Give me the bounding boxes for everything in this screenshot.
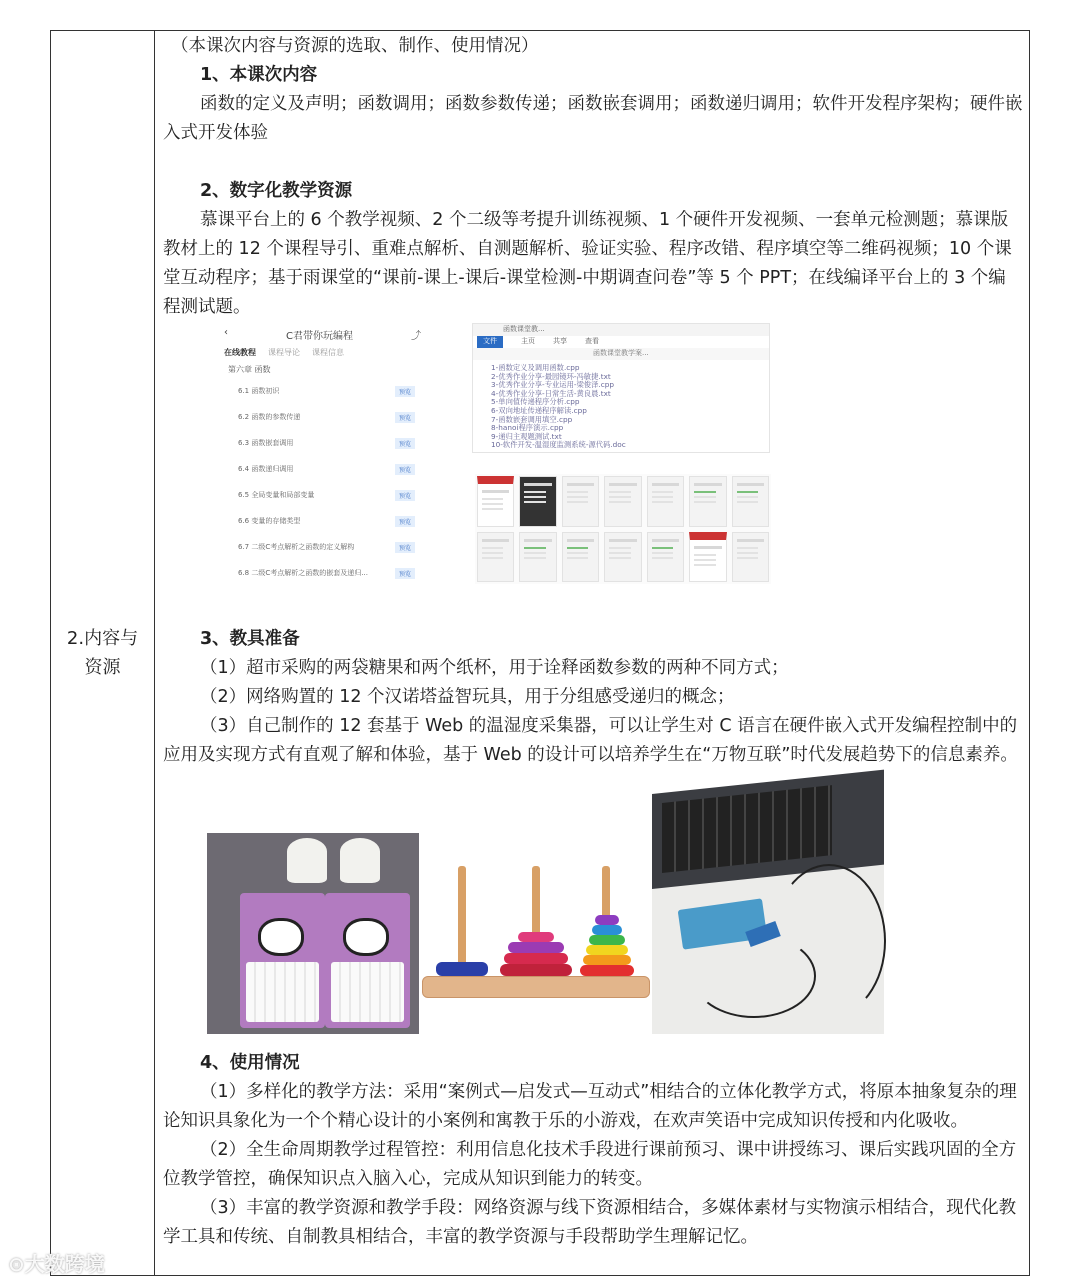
- slide-thumbnail: [519, 476, 556, 527]
- file-explorer-screenshot: [472, 323, 770, 453]
- slide-thumbnail: [562, 476, 599, 527]
- slide-thumbnail: [689, 476, 726, 527]
- watermark: ⊙大数跨境: [8, 1252, 105, 1276]
- chapter-title: 第六章 函数: [228, 365, 271, 374]
- file-item: 10-软件开发-温湿度监测系统-源代码.doc: [491, 440, 626, 450]
- lesson-item: 6.5 全局变量和局部变量 预览: [220, 482, 425, 508]
- back-icon: ‹: [224, 327, 228, 338]
- section-4-item: （2）全生命周期教学过程管控：利用信息化技术手段进行课前预习、课中讲授练习、课后实践巩固的全方位教学管控，确保知识点入脑入心，完成从知识到能力的转变。: [163, 1140, 1017, 1189]
- slide-thumbnail: [732, 476, 769, 527]
- slide-thumbnail: [519, 532, 556, 583]
- file-item: 6-双向地址传递程序解读.cpp: [491, 405, 587, 415]
- row-label: [51, 624, 154, 682]
- lesson-item: 6.3 函数嵌套调用 预览: [220, 430, 425, 456]
- ppt-thumbnails: [475, 474, 771, 584]
- file-item: 9-递归主观题测试.txt: [491, 431, 562, 441]
- row-label-line-1: 2.内容与: [66, 628, 139, 649]
- file-item: 1-函数定义及调用函数.cpp: [491, 363, 580, 372]
- row-label-line-2: 资源: [84, 657, 121, 678]
- mooc-app-screenshot: [220, 325, 425, 587]
- section-4: [163, 1049, 1023, 1252]
- share-icon: ⤴: [410, 331, 421, 342]
- section-3: [163, 625, 1023, 770]
- section-3-item: （2）网络购置的 12 个汉诺塔益智玩具，用于分组感受递归的概念；: [200, 687, 735, 707]
- content-cell: [163, 32, 1023, 322]
- section-3-item: （1）超市采购的两袋糖果和两个纸杯，用于诠释函数参数的两种不同方式；: [200, 658, 789, 678]
- slide-thumbnail: [562, 532, 599, 583]
- lesson-item: 6.2 函数的参数传递 预览: [220, 404, 425, 430]
- section-4-item: （1）多样化的教学方法：采用“案例式—启发式—互动式”相结合的立体化教学方式，将原本抽象复杂的理论知识具象化为一个个精心设计的小案例和寓教于乐的小游戏，在欢声笑语中完成知识传授和内化吸收。: [163, 1082, 1017, 1131]
- file-item: 2-优秀作业分享-最园镜环-冯敏捷.txt: [491, 371, 611, 381]
- temp-humidity-collector-photo: [652, 794, 884, 1034]
- slide-thumbnail: [477, 532, 514, 583]
- lesson-item: 6.8 二级C考点解析之函数的嵌套及递归... 预览: [220, 560, 425, 586]
- file-item: 8-hanoi程序演示.cpp: [491, 423, 564, 433]
- lesson-item: 6.7 二级C考点解析之函数的定义解构 预览: [220, 534, 425, 560]
- lesson-item: 6.4 函数递归调用 预览: [220, 456, 425, 482]
- slide-thumbnail: [604, 476, 641, 527]
- slide-thumbnail: [477, 476, 514, 527]
- file-item: 5-单向值传递程序分析.cpp: [491, 397, 580, 407]
- section-2-body: 慕课平台上的 6 个教学视频、2 个二级等考提升训练视频、1 个硬件开发视频、一套单元检测题；慕课版教材上的 12 个课程导引、重难点解析、自测题解析、验证实验、程序改错、程序填空等二维码视频；10 个课堂互动程序；基于雨课堂的“课前-课上-课后-课堂检测-中期调查问卷”等 5 个 PPT；在线编译平台上的 3 个编程测试题。: [163, 210, 1012, 317]
- tab-online: 在线教程: [224, 348, 256, 357]
- column-divider: [154, 31, 155, 1275]
- file-item: 7-函数嵌套调用填空.cpp: [491, 414, 573, 424]
- intro-text: （本课次内容与资源的选取、制作、使用情况）: [171, 36, 539, 56]
- section-4-title: 4、使用情况: [200, 1053, 300, 1073]
- file-item: 4-优秀作业分享-日常生活-黄良晨.txt: [491, 388, 611, 398]
- section-1-title: 1、本课次内容: [200, 65, 318, 85]
- file-item: 3-优秀作业分享-专业运用-梁俊泽.cpp: [491, 380, 614, 390]
- slide-thumbnail: [732, 532, 769, 583]
- hanoi-tower-photo: [422, 858, 650, 998]
- section-3-item: （3）自己制作的 12 套基于 Web 的温湿度采集器，可以让学生对 C 语言在硬件嵌入式开发编程控制中的应用及实现方式有直观了解和体验，基于 Web 的设计可以培养学生在“万物互联”时代发展趋势下的信息素养。: [163, 716, 1018, 765]
- slide-thumbnail: [689, 532, 726, 583]
- section-2-title: 2、数字化教学资源: [200, 181, 353, 201]
- lesson-item: 6.6 变量的存储类型 预览: [220, 508, 425, 534]
- lesson-item: 6.1 函数初识 预览: [220, 378, 425, 404]
- section-3-title: 3、教具准备: [200, 629, 300, 649]
- explorer-title: 函数课堂教...: [473, 324, 769, 336]
- slide-thumbnail: [647, 532, 684, 583]
- tab-info: 课程信息: [312, 348, 344, 357]
- candy-cups-photo: [207, 833, 419, 1034]
- file-list: [473, 360, 769, 450]
- explorer-path: 函数课堂教学案...: [473, 348, 769, 360]
- app-title: C君带你玩编程: [286, 331, 353, 342]
- section-1-body: 函数的定义及声明；函数调用；函数参数传递；函数嵌套调用；函数递归调用；软件开发程序架构；硬件嵌入式开发体验: [163, 94, 1023, 143]
- tab-intro: 课程导论: [268, 348, 300, 357]
- section-4-item: （3）丰富的教学资源和教学手段：网络资源与线下资源相结合，多媒体素材与实物演示相结合，现代化教学工具和传统、自制教具相结合，丰富的教学资源与手段帮助学生理解记忆。: [163, 1198, 1017, 1247]
- watermark-text: 大数跨境: [24, 1252, 105, 1276]
- slide-thumbnail: [604, 532, 641, 583]
- slide-thumbnail: [647, 476, 684, 527]
- explorer-ribbon: 文件 主页 共享 查看: [473, 336, 769, 348]
